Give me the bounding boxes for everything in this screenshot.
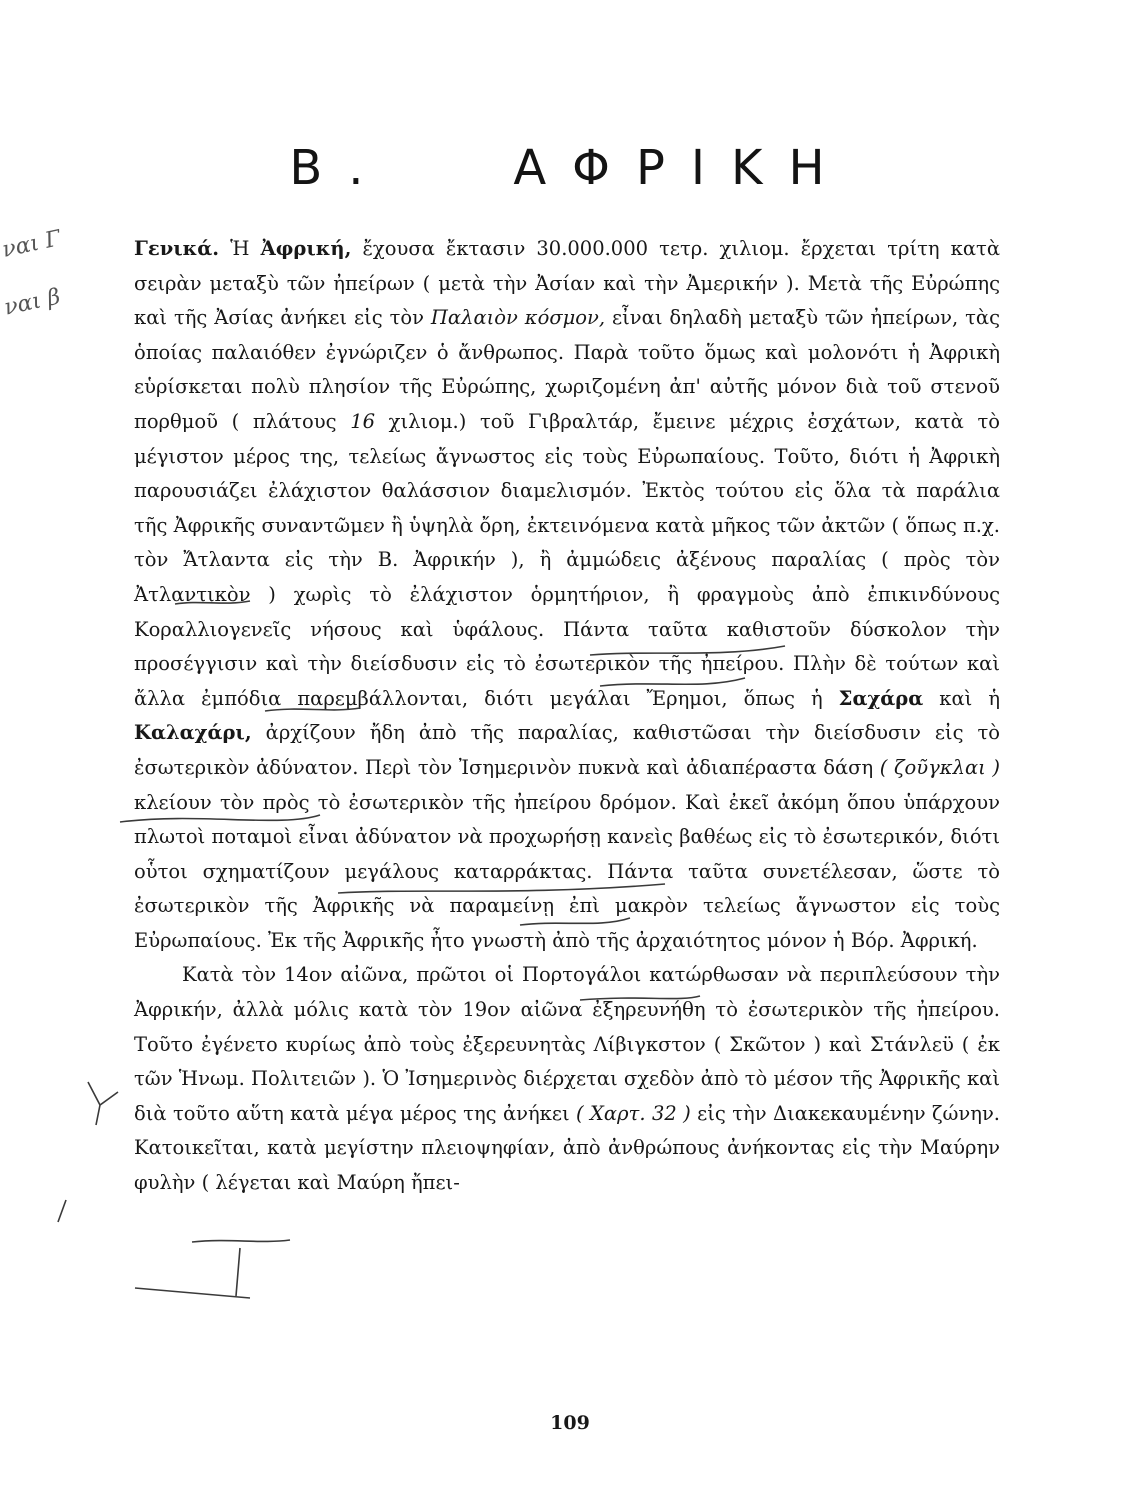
term-old-world: Παλαιὸν κόσμον, [430, 306, 606, 330]
vertical-mark [236, 1248, 240, 1296]
term-sahara: Σαχάρα [838, 686, 924, 710]
term-jungles: ( ζοῦγκλαι ) [879, 755, 1000, 779]
section-lead: Γενικά. [134, 237, 220, 260]
term-africa: Ἀφρική, [260, 237, 352, 260]
strike-mark [135, 1288, 250, 1298]
paragraph-general [134, 232, 1000, 958]
text-run: ἔχουσα ἔκτασιν 30.000.000 τετρ. χιλιομ. ἔρχεται τρίτη κατὰ σειρὰν μεταξὺ τῶν ἠπείρων ( μετὰ τὴν Ἀσίαν καὶ τὴν Ἀμερικήν ). Μετὰ τῆς Εὐρώπης καὶ τῆς Ἀσίας ἀνήκει εἰς τὸν [134, 237, 1000, 330]
body-text [134, 232, 1000, 1201]
text-run: χιλιομ.) τοῦ Γιβραλτάρ, ἔμεινε μέχρις ἐσχάτων, κατὰ τὸ μέγιστον μέρος της, τελείως ἄγνωστος εἰς τοὺς Εὐρωπαίους. Τοῦτο, διότι ἡ Ἀφρικὴ παρουσιάζει ἐλάχιστον θαλάσσιον διαμελισμόν. Ἐκτὸς τούτου εἰς ὅλα τὰ παράλια τῆς Ἀφρικῆς συναντῶμεν ἢ ὑψηλὰ ὄρη, ἐκτεινόμενα κατὰ μῆκος τῶν ἀκτῶν ( ὅπως π.χ. τὸν Ἄτλαντα εἰς τὴν Β. Ἀφρικήν ), ἢ ἀμμώδεις ἀξένους παραλίας ( πρὸς τὸν Ἀτλαντικὸν ) χωρὶς τὸ ἐλάχιστον ὁρμητήριον, ἢ φραγμοὺς ἀπὸ ἐπικινδύνους Κοραλλιογενεῖς νήσους καὶ ὑφάλους. Πάντα ταῦτα καθιστοῦν δύσκολον τὴν προσέγγισιν καὶ τὴν διείσδυσιν εἰς τὸ ἐσωτερικὸν τῆς ἠπείρου. Πλὴν δὲ τούτων καὶ ἄλλα ἐμπόδια παρεμβάλλονται, διότι μεγάλαι Ἔρημοι, ὅπως ἡ [134, 409, 1000, 710]
chapter-title: Β. ΑΦΡΙΚΗ [289, 140, 851, 196]
underline-mark [192, 1240, 290, 1242]
term-kalahari: Καλαχάρι, [134, 721, 252, 745]
paragraph-exploration [134, 958, 1000, 1200]
text-run: ἀρχίζουν ἤδη ἀπὸ τῆς παραλίας, καθιστῶσαι τὴν διείσδυσιν εἰς τὸ ἐσωτερικὸν ἀδύνατον. Περὶ τὸν Ἰσημερινὸν πυκνὰ καὶ ἀδιαπέραστα δάση [134, 721, 1000, 779]
text-run: Ἡ [219, 237, 261, 260]
margin-note-2: ναι β [2, 284, 63, 321]
margin-tick-mark [58, 1200, 66, 1222]
text-run: εἰς τὴν Διακεκαυμένην ζώνην. Κατοικεῖται, κατὰ μεγίστην πλειοψηφίαν, ἀπὸ ἀνθρώπους ἀνήκοντας εἰς τὴν Μαύρην φυλὴν ( λέγεται καὶ Μαύρη ἤπει- [134, 1101, 1001, 1195]
margin-arrow-mark [88, 1082, 118, 1125]
strait-width: 16 [350, 409, 376, 433]
text-run: εἶναι δηλαδὴ μεταξὺ τῶν ἠπείρων, τὰς ὁποίας παλαιόθεν ἐγνώριζεν ὁ ἄνθρωπος. Παρὰ τοῦτο ὅμως καὶ μολονότι ἡ Ἀφρικὴ εὑρίσκεται πολὺ πλησίον τῆς Εὐρώπης, χωριζομένη ἀπ' αὐτῆς μόνον διὰ τοῦ στενοῦ πορθμοῦ ( πλάτους [134, 306, 1000, 433]
margin-note-1: ναι Γ [0, 226, 64, 263]
text-run: Κατὰ τὸν 14ον αἰῶνα, πρῶτοι οἱ Πορτογάλοι κατώρθωσαν νὰ περιπλεύσουν τὴν Ἀφρικήν, ἀλλὰ μόλις κατὰ τὸν 19ον αἰῶνα ἐξηρευνήθη τὸ ἐσωτερικὸν τῆς ἠπείρου. Τοῦτο ἐγένετο κυρίως ἀπὸ τοὺς ἐξερευνητὰς Λίβιγκστον ( Σκῶτον ) καὶ Στάνλεϋ ( ἐκ τῶν Ἡνωμ. Πολιτειῶν ). Ὁ Ἰσημερινὸς διέρχεται σχεδὸν ἀπὸ τὸ μέσον τῆς Ἀφρικῆς καὶ διὰ τοῦτο αὕτη κατὰ μέγα μέρος της ἀνήκει [134, 963, 1000, 1125]
text-run: καὶ ἡ [923, 686, 1000, 710]
map-reference: ( Χαρτ. 32 ) [576, 1101, 691, 1125]
page-number: 109 [550, 1412, 590, 1434]
text-run: κλείουν τὸν πρὸς τὸ ἐσωτερικὸν τῆς ἠπείρου δρόμον. Καὶ ἐκεῖ ἀκόμη ὅπου ὑπάρχουν πλωτοὶ ποταμοὶ εἶναι ἀδύνατον νὰ προχωρήσῃ κανεὶς βαθέως εἰς τὸ ἐσωτερικόν, διότι οὗτοι σχηματίζουν μεγάλους καταρράκτας. Πάντα ταῦτα συνετέλεσαν, ὥστε τὸ ἐσωτερικὸν τῆς Ἀφρικῆς νὰ παραμείνῃ ἐπὶ μακρὸν τελείως ἄγνωστον εἰς τοὺς Εὐρωπαίους. Ἐκ τῆς Ἀφρικῆς ἦτο γνωστὴ ἀπὸ τῆς ἀρχαιότητος μόνον ἡ Βόρ. Ἀφρική. [134, 790, 1000, 952]
